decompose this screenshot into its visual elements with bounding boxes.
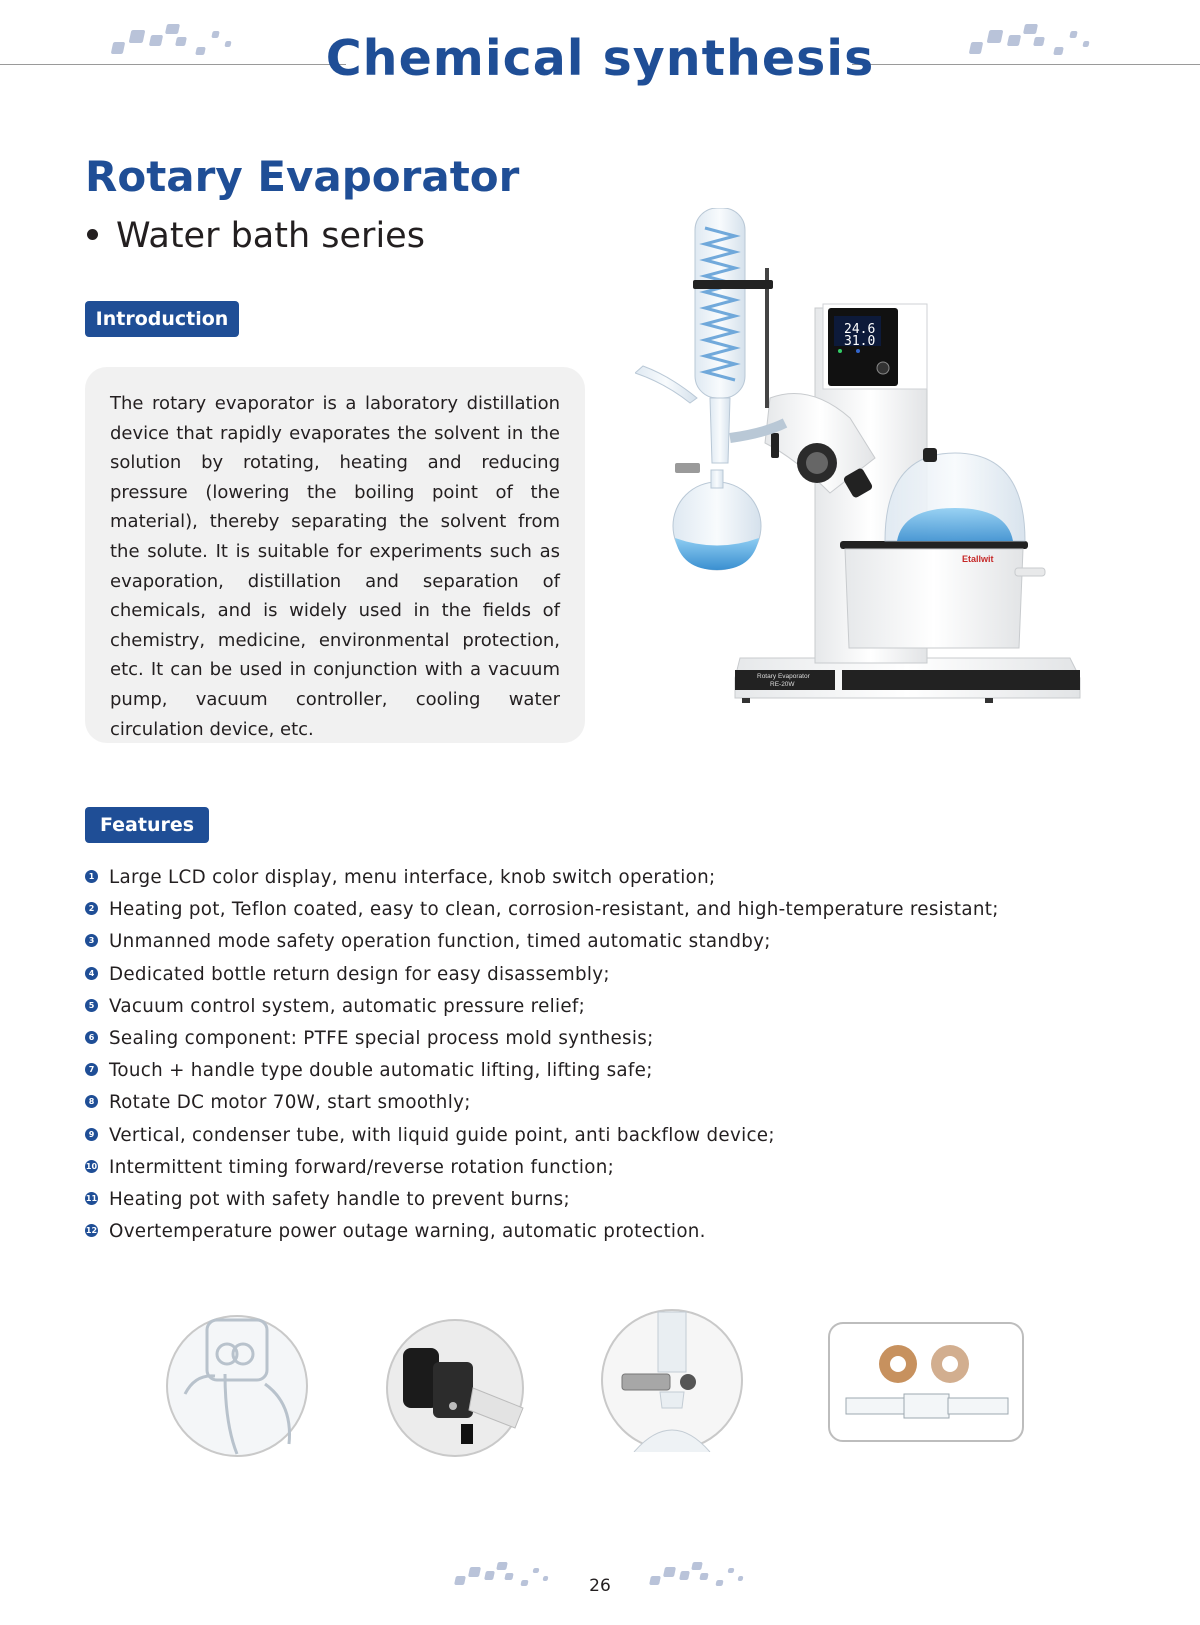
feature-text: Intermittent timing forward/reverse rotation function;: [109, 1156, 615, 1178]
feature-item: [85, 959, 999, 991]
seal-parts-detail-image: [828, 1322, 1024, 1442]
svg-text:31.0: 31.0: [844, 334, 876, 349]
product-series: [85, 216, 425, 256]
feature-item: [85, 894, 999, 926]
feature-text: Heating pot, Teflon coated, easy to clean, corrosion-resistant, and high-temperature resistant;: [109, 899, 999, 921]
feature-number-icon: 8: [85, 1095, 98, 1108]
feature-item: [85, 1055, 999, 1087]
feature-item: [85, 1023, 999, 1055]
feature-text: Vertical, condenser tube, with liquid guide point, anti backflow device;: [109, 1124, 775, 1146]
feature-text: Heating pot with safety handle to prevent burns;: [109, 1188, 570, 1210]
product-series-label: Water bath series: [116, 216, 425, 256]
page-title: Chemical synthesis: [325, 30, 875, 87]
feature-text: Touch + handle type double automatic lifting, lifting safe;: [109, 1060, 653, 1082]
features-list: [85, 862, 999, 1248]
feature-number-icon: 9: [85, 1128, 98, 1141]
feature-number-icon: 11: [85, 1193, 98, 1203]
feature-text: Rotate DC motor 70W, start smoothly;: [109, 1092, 471, 1114]
motor-joint-detail-image: [385, 1318, 525, 1458]
feature-number-icon: 10: [85, 1161, 98, 1171]
feature-item: [85, 1152, 999, 1184]
feature-text: Vacuum control system, automatic pressure relief;: [109, 995, 586, 1017]
feature-item: [85, 862, 999, 894]
feature-number-icon: 12: [85, 1226, 98, 1236]
introduction-badge: Introduction: [85, 301, 239, 337]
features-badge: Features: [85, 807, 209, 843]
svg-text:RE-20W: RE-20W: [770, 681, 795, 688]
condenser-detail-image: [165, 1314, 309, 1458]
feature-text: Dedicated bottle return design for easy disassembly;: [109, 963, 610, 985]
feature-text: Large LCD color display, menu interface, knob switch operation;: [109, 867, 716, 888]
feature-number-icon: 6: [85, 1031, 98, 1044]
feature-text: Overtemperature power outage warning, automatic protection.: [109, 1221, 706, 1243]
feature-text: Sealing component: PTFE special process mold synthesis;: [109, 1027, 654, 1049]
feature-item: [85, 991, 999, 1023]
feature-item: [85, 1120, 999, 1152]
svg-text:24.6: 24.6: [844, 322, 876, 337]
feature-item: [85, 1184, 999, 1216]
introduction-box: [85, 367, 585, 743]
feature-text: Unmanned mode safety operation function, timed automatic standby;: [109, 931, 771, 953]
svg-text:Rotary Evaporator: Rotary Evaporator: [757, 673, 810, 680]
feature-number-icon: 3: [85, 934, 98, 947]
svg-text:Etallwit: Etallwit: [962, 554, 994, 564]
feature-number-icon: 4: [85, 967, 98, 980]
page-number: 26: [589, 1576, 611, 1596]
feature-item: [85, 1216, 999, 1248]
feature-number-icon: 5: [85, 999, 98, 1012]
bullet-icon: [87, 229, 98, 240]
rotary-evaporator-image: [635, 208, 1115, 713]
feature-item: [85, 1087, 999, 1119]
feature-number-icon: 7: [85, 1063, 98, 1076]
feature-item: [85, 926, 999, 958]
flask-clamp-detail-image: [600, 1308, 744, 1452]
product-title: Rotary Evaporator: [85, 152, 520, 201]
introduction-text: The rotary evaporator is a laboratory distillation device that rapidly evaporates the solvent in the solution by rotating, heating and reducing pressure (lowering the boiling point of the material), thereby separating the solvent from the solute. It is suitable for experiments such as evaporation, distillation and separation of chemicals, and is widely used in the fields of chemistry, medicine, environmental protection, etc. It can be used in conjunction with a vacuum pump, vacuum controller, cooling water circulation device, etc.: [110, 393, 560, 740]
feature-number-icon: 2: [85, 902, 98, 915]
feature-number-icon: 1: [85, 870, 98, 883]
